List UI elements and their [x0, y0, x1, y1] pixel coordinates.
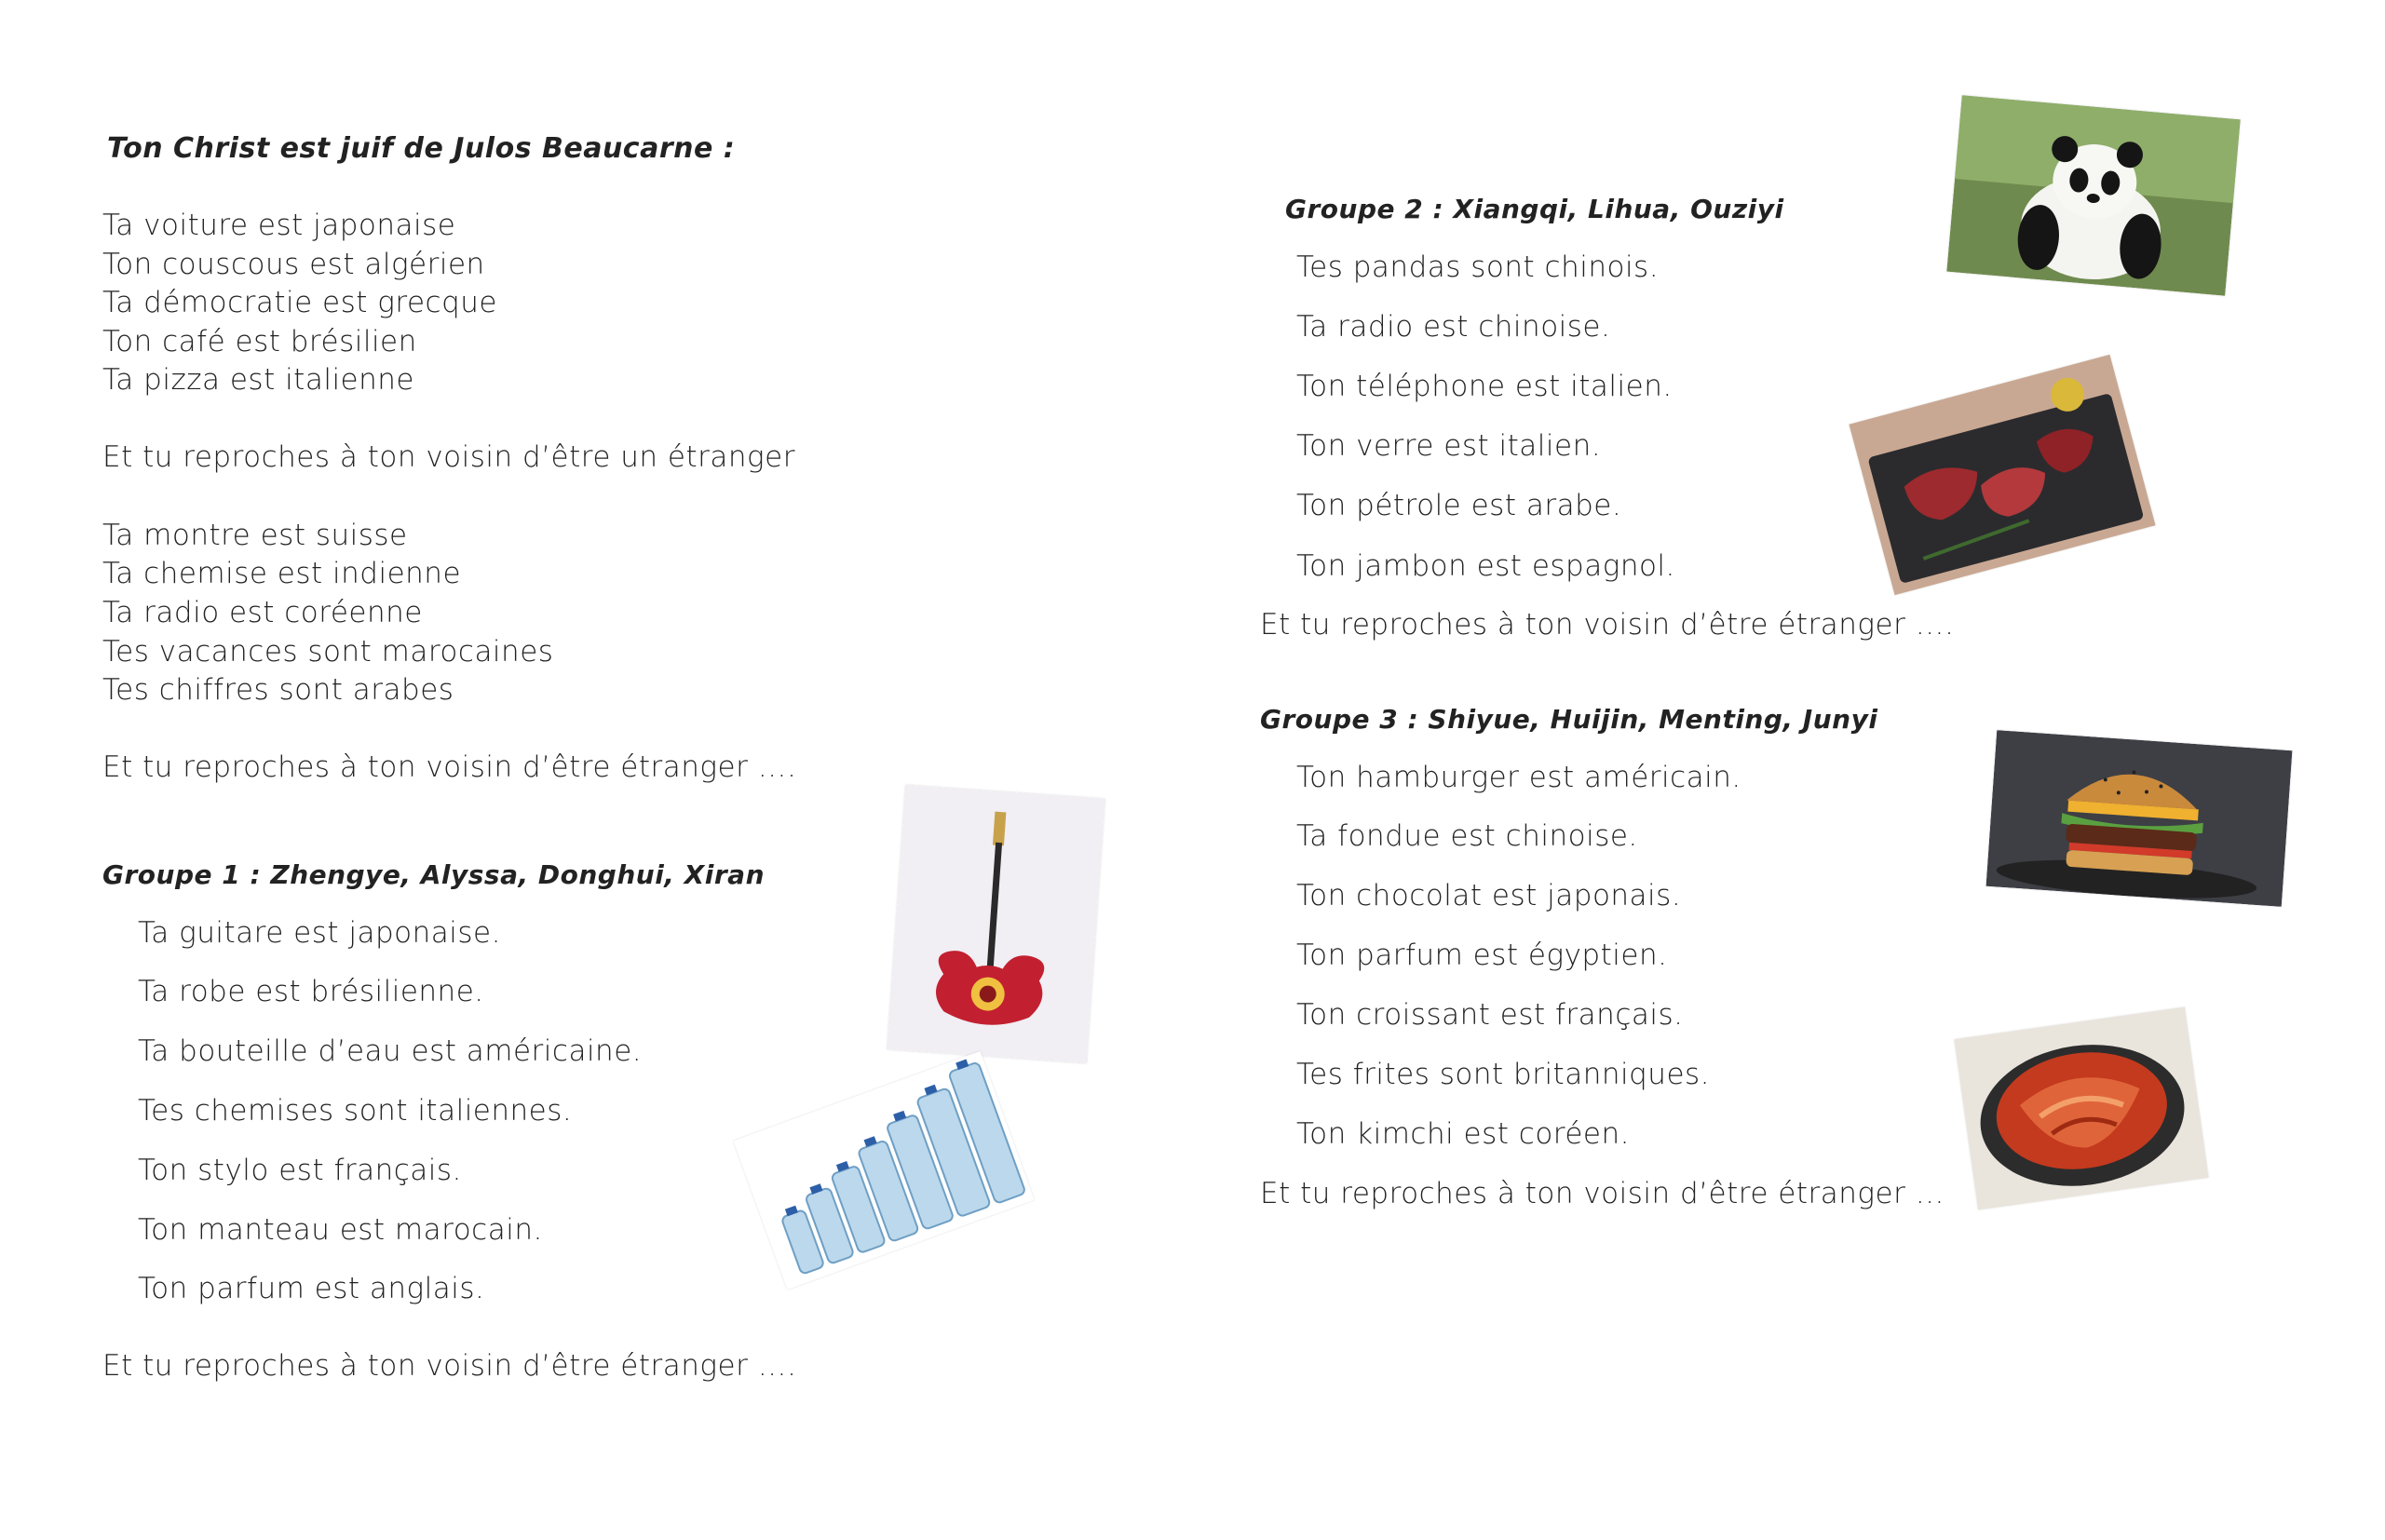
poem-line: Ton couscous est algérien: [102, 248, 485, 281]
poem-line: Ton café est brésilien: [102, 325, 417, 358]
poem-line: Ta montre est suisse: [102, 519, 408, 552]
guitar-photo: [887, 785, 1104, 1063]
poem-line: Tes chiffres sont arabes: [102, 673, 454, 707]
group2-line: Ton jambon est espagnol.: [1296, 549, 1675, 583]
poem-line: Ta pizza est italienne: [102, 363, 415, 397]
group3-line: Ton hamburger est américain.: [1296, 761, 1741, 794]
group3-line: Ton kimchi est coréen.: [1296, 1117, 1631, 1151]
group1-heading: Groupe 1 : Zhengye, Alyssa, Donghui, Xiran: [102, 859, 766, 890]
water-bottles-photo: [733, 1051, 1034, 1290]
kimchi-photo: [1954, 1007, 2208, 1210]
poem-refrain: Et tu reproches à ton voisin d’être un étranger: [102, 440, 795, 474]
group2-line: Ton téléphone est italien.: [1296, 370, 1673, 403]
group3-heading: Groupe 3 : Shiyue, Huijin, Menting, Junyi: [1260, 704, 1878, 735]
group2-line: Ton pétrole est arabe.: [1296, 489, 1622, 522]
poem-title: Ton Christ est juif de Julos Beaucarne :: [107, 132, 736, 165]
group3-line: Ta fondue est chinoise.: [1296, 819, 1638, 853]
group3-line: Ton chocolat est japonais.: [1296, 879, 1682, 912]
group2-line: Ta radio est chinoise.: [1296, 310, 1611, 344]
group2-line: Tes pandas sont chinois.: [1296, 250, 1660, 284]
group1-line: Ton stylo est français.: [138, 1154, 462, 1187]
poem-line: Ta chemise est indienne: [102, 557, 462, 590]
group3-refrain: Et tu reproches à ton voisin d’être étranger …: [1260, 1177, 1945, 1210]
group2-refrain: Et tu reproches à ton voisin d’être étranger ….: [1260, 608, 1955, 642]
group1-line: Tes chemises sont italiennes.: [138, 1094, 573, 1128]
group1-line: Ta bouteille d’eau est américaine.: [138, 1034, 643, 1068]
poem-line: Ta radio est coréenne: [102, 596, 423, 629]
poem-line: Ta démocratie est grecque: [102, 286, 497, 319]
poem-line: Ta voiture est japonaise: [102, 209, 456, 242]
poem-line: Tes vacances sont marocaines: [102, 635, 554, 669]
ham-photo: [1849, 355, 2155, 596]
group1-line: Ta guitare est japonaise.: [138, 916, 501, 950]
group2-heading: Groupe 2 : Xiangqi, Lihua, Ouziyi: [1285, 194, 1784, 224]
group1-refrain: Et tu reproches à ton voisin d’être étranger ….: [102, 1349, 797, 1383]
group3-line: Tes frites sont britanniques.: [1296, 1058, 1711, 1091]
poem-refrain: Et tu reproches à ton voisin d’être étranger ….: [102, 750, 797, 784]
burger-photo: [1986, 730, 2293, 907]
group3-line: Ton parfum est égyptien.: [1296, 939, 1668, 972]
group2-line: Ton verre est italien.: [1296, 429, 1602, 463]
group1-line: Ta robe est brésilienne.: [138, 975, 484, 1008]
group1-line: Ton manteau est marocain.: [138, 1213, 543, 1247]
panda-photo: [1946, 95, 2240, 295]
group3-line: Ton croissant est français.: [1296, 998, 1684, 1032]
group1-line: Ton parfum est anglais.: [138, 1272, 485, 1305]
